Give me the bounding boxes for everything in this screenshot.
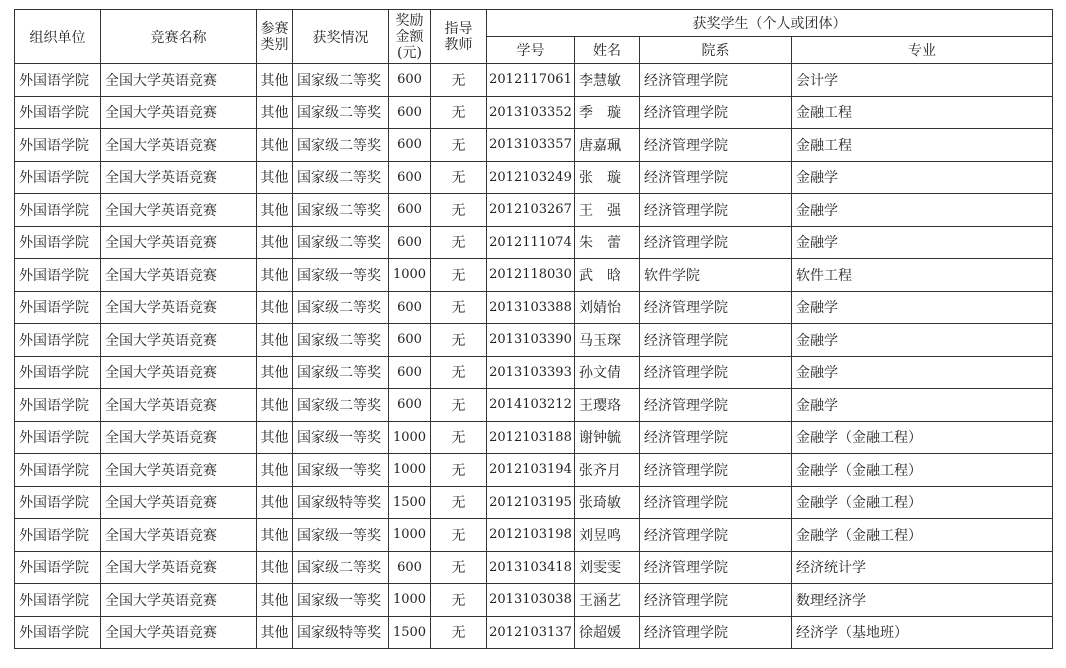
header-amount-line2: 金额: [395, 28, 424, 45]
table-row: [15, 324, 1053, 357]
table-row: [15, 389, 1053, 422]
cell-category: 其他: [257, 616, 293, 649]
cell-teacher: 无: [431, 389, 487, 422]
cell-amount: 600: [389, 389, 431, 422]
header-category: [257, 10, 293, 64]
cell-name: 季 璇: [575, 96, 640, 129]
cell-amount: 600: [389, 64, 431, 97]
table-body: [15, 64, 1053, 649]
cell-category: 其他: [257, 324, 293, 357]
cell-name: 王 强: [575, 194, 640, 227]
cell-category: 其他: [257, 96, 293, 129]
cell-award: 国家级特等奖: [293, 616, 389, 649]
table-row: [15, 421, 1053, 454]
cell-major: 金融学（金融工程）: [792, 421, 1053, 454]
table-row: [15, 161, 1053, 194]
cell-student-id: 2012103198: [487, 519, 575, 552]
cell-dept: 经济管理学院: [640, 519, 792, 552]
cell-competition: 全国大学英语竞赛: [101, 389, 257, 422]
table-row: [15, 259, 1053, 292]
cell-award: 国家级一等奖: [293, 584, 389, 617]
cell-student-id: 2013103390: [487, 324, 575, 357]
cell-student-id: 2013103038: [487, 584, 575, 617]
cell-major: 金融学: [792, 161, 1053, 194]
cell-name: 张 璇: [575, 161, 640, 194]
cell-student-id: 2012117061: [487, 64, 575, 97]
cell-dept: 经济管理学院: [640, 389, 792, 422]
table-row: [15, 356, 1053, 389]
cell-dept: 软件学院: [640, 259, 792, 292]
cell-teacher: 无: [431, 519, 487, 552]
cell-competition: 全国大学英语竞赛: [101, 616, 257, 649]
cell-org: 外国语学院: [15, 194, 101, 227]
cell-student-id: 2014103212: [487, 389, 575, 422]
cell-category: 其他: [257, 584, 293, 617]
header-amount-line3: (元): [397, 44, 422, 61]
header-major: 专业: [792, 37, 1053, 64]
cell-name: 李慧敏: [575, 64, 640, 97]
cell-award: 国家级二等奖: [293, 324, 389, 357]
cell-teacher: 无: [431, 454, 487, 487]
table-row: [15, 584, 1053, 617]
cell-major: 金融学: [792, 389, 1053, 422]
cell-name: 刘婧怡: [575, 291, 640, 324]
cell-category: 其他: [257, 454, 293, 487]
cell-category: 其他: [257, 356, 293, 389]
cell-amount: 600: [389, 291, 431, 324]
cell-name: 唐嘉珮: [575, 129, 640, 162]
cell-competition: 全国大学英语竞赛: [101, 259, 257, 292]
cell-major: 金融学: [792, 356, 1053, 389]
cell-name: 刘雯雯: [575, 551, 640, 584]
cell-amount: 600: [389, 226, 431, 259]
cell-amount: 1000: [389, 519, 431, 552]
cell-org: 外国语学院: [15, 259, 101, 292]
cell-major: 金融学: [792, 226, 1053, 259]
cell-org: 外国语学院: [15, 64, 101, 97]
cell-major: 经济统计学: [792, 551, 1053, 584]
cell-student-id: 2013103357: [487, 129, 575, 162]
cell-teacher: 无: [431, 486, 487, 519]
cell-teacher: 无: [431, 161, 487, 194]
cell-major: 金融工程: [792, 96, 1053, 129]
cell-org: 外国语学院: [15, 161, 101, 194]
cell-name: 王涵艺: [575, 584, 640, 617]
cell-category: 其他: [257, 421, 293, 454]
header-org: 组织单位: [15, 10, 101, 64]
table-row: [15, 454, 1053, 487]
cell-student-id: 2012118030: [487, 259, 575, 292]
cell-dept: 经济管理学院: [640, 421, 792, 454]
cell-major: 金融学（金融工程）: [792, 486, 1053, 519]
cell-org: 外国语学院: [15, 356, 101, 389]
cell-dept: 经济管理学院: [640, 324, 792, 357]
cell-award: 国家级二等奖: [293, 389, 389, 422]
cell-competition: 全国大学英语竞赛: [101, 129, 257, 162]
cell-dept: 经济管理学院: [640, 96, 792, 129]
cell-dept: 经济管理学院: [640, 454, 792, 487]
cell-category: 其他: [257, 389, 293, 422]
cell-student-id: 2013103418: [487, 551, 575, 584]
cell-award: 国家级一等奖: [293, 421, 389, 454]
cell-teacher: 无: [431, 226, 487, 259]
cell-org: 外国语学院: [15, 616, 101, 649]
table-row: [15, 226, 1053, 259]
header-amount: [389, 10, 431, 64]
cell-student-id: 2013103393: [487, 356, 575, 389]
cell-amount: 600: [389, 161, 431, 194]
cell-award: 国家级二等奖: [293, 356, 389, 389]
awards-table: [14, 9, 1053, 649]
cell-student-id: 2012103137: [487, 616, 575, 649]
cell-amount: 600: [389, 324, 431, 357]
cell-category: 其他: [257, 194, 293, 227]
cell-student-id: 2012103188: [487, 421, 575, 454]
cell-major: 金融学（金融工程）: [792, 454, 1053, 487]
cell-org: 外国语学院: [15, 551, 101, 584]
table-row: [15, 129, 1053, 162]
cell-name: 徐超媛: [575, 616, 640, 649]
table-row: [15, 486, 1053, 519]
cell-org: 外国语学院: [15, 421, 101, 454]
cell-org: 外国语学院: [15, 519, 101, 552]
header-category-line1: 参赛: [260, 20, 289, 37]
cell-major: 会计学: [792, 64, 1053, 97]
cell-org: 外国语学院: [15, 96, 101, 129]
cell-student-id: 2012103267: [487, 194, 575, 227]
table-header: [15, 10, 1053, 64]
cell-teacher: 无: [431, 616, 487, 649]
header-dept: 院系: [640, 37, 792, 64]
cell-amount: 1500: [389, 616, 431, 649]
cell-org: 外国语学院: [15, 454, 101, 487]
cell-student-id: 2012111074: [487, 226, 575, 259]
cell-award: 国家级二等奖: [293, 96, 389, 129]
cell-competition: 全国大学英语竞赛: [101, 226, 257, 259]
cell-major: 金融学: [792, 194, 1053, 227]
cell-student-id: 2012103194: [487, 454, 575, 487]
cell-name: 谢钟毓: [575, 421, 640, 454]
cell-major: 经济学（基地班）: [792, 616, 1053, 649]
cell-dept: 经济管理学院: [640, 486, 792, 519]
cell-amount: 1000: [389, 421, 431, 454]
cell-amount: 1000: [389, 584, 431, 617]
cell-org: 外国语学院: [15, 486, 101, 519]
cell-dept: 经济管理学院: [640, 584, 792, 617]
cell-amount: 600: [389, 96, 431, 129]
header-name: 姓名: [575, 37, 640, 64]
cell-teacher: 无: [431, 129, 487, 162]
table-row: [15, 551, 1053, 584]
table-row: [15, 519, 1053, 552]
cell-dept: 经济管理学院: [640, 194, 792, 227]
cell-major: 数理经济学: [792, 584, 1053, 617]
cell-category: 其他: [257, 551, 293, 584]
cell-dept: 经济管理学院: [640, 616, 792, 649]
cell-amount: 1000: [389, 259, 431, 292]
cell-award: 国家级二等奖: [293, 291, 389, 324]
cell-dept: 经济管理学院: [640, 161, 792, 194]
cell-teacher: 无: [431, 64, 487, 97]
header-category-line2: 类别: [260, 36, 289, 53]
header-competition: 竞赛名称: [101, 10, 257, 64]
cell-amount: 600: [389, 356, 431, 389]
cell-name: 朱 蕾: [575, 226, 640, 259]
cell-dept: 经济管理学院: [640, 129, 792, 162]
cell-category: 其他: [257, 519, 293, 552]
cell-dept: 经济管理学院: [640, 64, 792, 97]
cell-amount: 1500: [389, 486, 431, 519]
cell-competition: 全国大学英语竞赛: [101, 519, 257, 552]
cell-amount: 600: [389, 551, 431, 584]
cell-award: 国家级一等奖: [293, 454, 389, 487]
cell-major: 金融学: [792, 324, 1053, 357]
cell-award: 国家级一等奖: [293, 519, 389, 552]
cell-competition: 全国大学英语竞赛: [101, 64, 257, 97]
cell-amount: 600: [389, 129, 431, 162]
cell-teacher: 无: [431, 96, 487, 129]
cell-major: 软件工程: [792, 259, 1053, 292]
cell-org: 外国语学院: [15, 389, 101, 422]
cell-award: 国家级二等奖: [293, 551, 389, 584]
table-row: [15, 291, 1053, 324]
cell-award: 国家级一等奖: [293, 259, 389, 292]
table-row: [15, 64, 1053, 97]
cell-teacher: 无: [431, 324, 487, 357]
cell-award: 国家级二等奖: [293, 194, 389, 227]
cell-dept: 经济管理学院: [640, 226, 792, 259]
cell-category: 其他: [257, 259, 293, 292]
cell-competition: 全国大学英语竞赛: [101, 194, 257, 227]
cell-name: 武 晗: [575, 259, 640, 292]
cell-award: 国家级特等奖: [293, 486, 389, 519]
cell-name: 刘昱鸣: [575, 519, 640, 552]
cell-teacher: 无: [431, 551, 487, 584]
cell-student-id: 2012103195: [487, 486, 575, 519]
cell-major: 金融学: [792, 291, 1053, 324]
cell-name: 王璎珞: [575, 389, 640, 422]
cell-competition: 全国大学英语竞赛: [101, 584, 257, 617]
cell-category: 其他: [257, 226, 293, 259]
cell-student-id: 2012103249: [487, 161, 575, 194]
header-teacher: [431, 10, 487, 64]
cell-teacher: 无: [431, 259, 487, 292]
cell-category: 其他: [257, 64, 293, 97]
cell-major: 金融学（金融工程）: [792, 519, 1053, 552]
cell-competition: 全国大学英语竞赛: [101, 551, 257, 584]
cell-name: 孙文倩: [575, 356, 640, 389]
cell-dept: 经济管理学院: [640, 291, 792, 324]
cell-category: 其他: [257, 291, 293, 324]
header-teacher-line2: 教师: [444, 36, 473, 53]
cell-award: 国家级二等奖: [293, 129, 389, 162]
cell-name: 张琦敏: [575, 486, 640, 519]
cell-competition: 全国大学英语竞赛: [101, 421, 257, 454]
cell-dept: 经济管理学院: [640, 356, 792, 389]
cell-teacher: 无: [431, 421, 487, 454]
cell-competition: 全国大学英语竞赛: [101, 454, 257, 487]
cell-dept: 经济管理学院: [640, 551, 792, 584]
cell-student-id: 2013103388: [487, 291, 575, 324]
cell-award: 国家级二等奖: [293, 226, 389, 259]
cell-award: 国家级二等奖: [293, 64, 389, 97]
cell-competition: 全国大学英语竞赛: [101, 486, 257, 519]
table-row: [15, 194, 1053, 227]
cell-competition: 全国大学英语竞赛: [101, 96, 257, 129]
cell-competition: 全国大学英语竞赛: [101, 356, 257, 389]
cell-teacher: 无: [431, 291, 487, 324]
header-amount-line1: 奖励: [395, 12, 424, 29]
cell-amount: 1000: [389, 454, 431, 487]
cell-teacher: 无: [431, 194, 487, 227]
cell-amount: 600: [389, 194, 431, 227]
cell-org: 外国语学院: [15, 324, 101, 357]
cell-major: 金融工程: [792, 129, 1053, 162]
cell-award: 国家级二等奖: [293, 161, 389, 194]
cell-name: 张齐月: [575, 454, 640, 487]
cell-competition: 全国大学英语竞赛: [101, 291, 257, 324]
cell-category: 其他: [257, 129, 293, 162]
cell-name: 马玉琛: [575, 324, 640, 357]
cell-org: 外国语学院: [15, 584, 101, 617]
header-students-group: 获奖学生（个人或团体）: [487, 10, 1053, 37]
cell-org: 外国语学院: [15, 129, 101, 162]
cell-competition: 全国大学英语竞赛: [101, 324, 257, 357]
header-award: 获奖情况: [293, 10, 389, 64]
cell-competition: 全国大学英语竞赛: [101, 161, 257, 194]
table-row: [15, 616, 1053, 649]
cell-teacher: 无: [431, 584, 487, 617]
header-teacher-line1: 指导: [444, 20, 473, 37]
cell-student-id: 2013103352: [487, 96, 575, 129]
awards-table-container: [14, 9, 1053, 649]
cell-org: 外国语学院: [15, 291, 101, 324]
cell-teacher: 无: [431, 356, 487, 389]
cell-category: 其他: [257, 486, 293, 519]
cell-org: 外国语学院: [15, 226, 101, 259]
table-row: [15, 96, 1053, 129]
header-student-id: 学号: [487, 37, 575, 64]
cell-category: 其他: [257, 161, 293, 194]
